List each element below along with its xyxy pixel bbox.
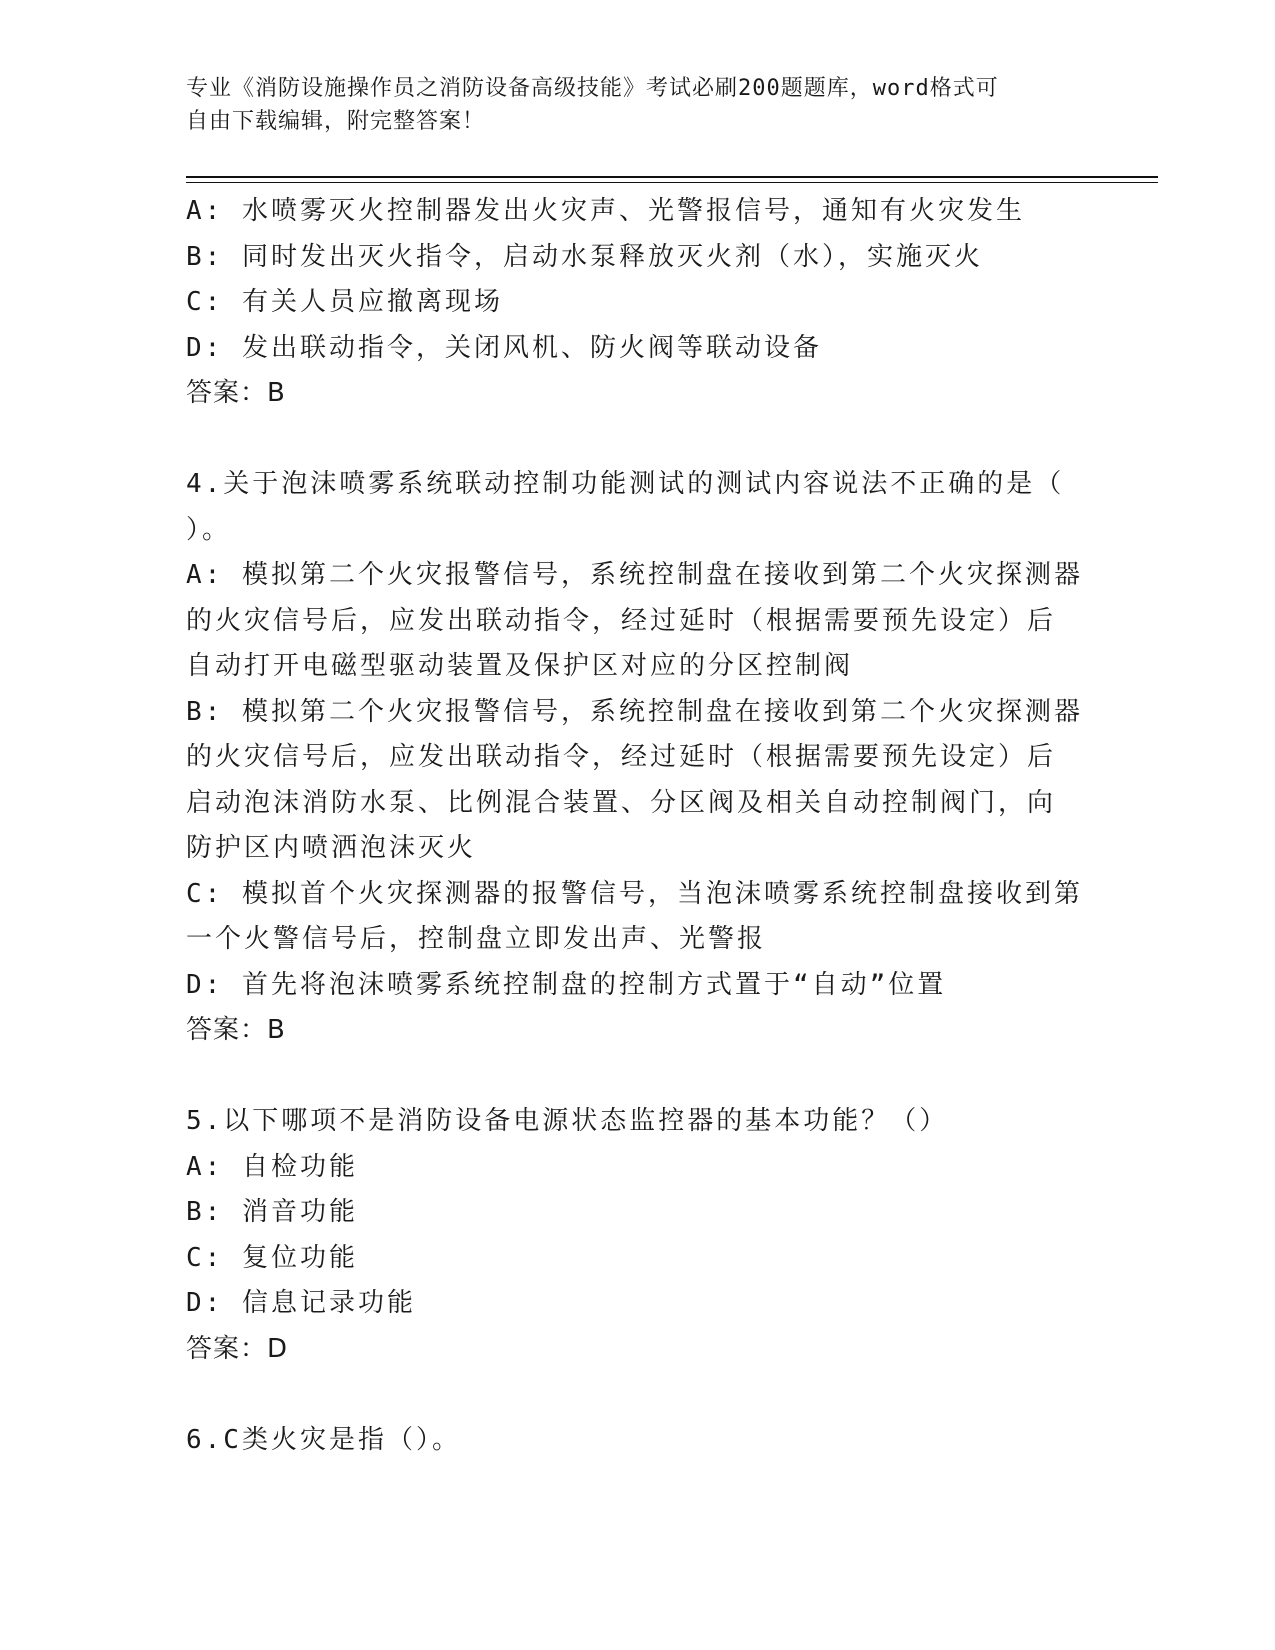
q4-option-b-line-2: 的火灾信号后，应发出联动指令，经过延时（根据需要预先设定）后	[186, 742, 1057, 772]
q4-option-c-line-1: C: 模拟首个火灾探测器的报警信号，当泡沫喷雾系统控制盘接收到第	[186, 878, 1083, 909]
question-5-block	[186, 1099, 1086, 1372]
q3-option-c: C: 有关人员应撤离现场	[186, 287, 503, 317]
header-divider-thick	[186, 176, 1158, 178]
q4-question-line-2: ）。	[186, 514, 232, 545]
q5-option-c: C: 复位功能	[186, 1242, 358, 1273]
q4-answer: 答案：B	[186, 1015, 286, 1045]
spacer	[186, 417, 1086, 463]
q4-option-a-line-2: 的火灾信号后，应发出联动指令，经过延时（根据需要预先设定）后	[186, 605, 1057, 636]
q4-option-a-line-3: 自动打开电磁型驱动装置及保护区对应的分区控制阀	[186, 651, 854, 681]
q4-option-b-line-3: 启动泡沫消防水泵、比例混合装置、分区阀及相关自动控制阀门，向	[186, 787, 1057, 818]
q3-option-b: B: 同时发出灭火指令，启动水泵释放灭火剂（水），实施灭火	[186, 241, 983, 272]
question-content	[186, 189, 1086, 1463]
q4-option-b-line-4: 防护区内喷洒泡沫灭火	[186, 833, 477, 863]
q4-option-d: D: 首先将泡沫喷雾系统控制盘的控制方式置于“自动”位置	[186, 969, 947, 1000]
question-4-block	[186, 462, 1086, 1054]
q3-option-a: A: 水喷雾灭火控制器发出火灾声、光警报信号，通知有火灾发生	[186, 196, 1025, 226]
header-line-2: 自由下载编辑，附完整答案！	[186, 109, 486, 134]
q4-option-c-line-2: 一个火警信号后，控制盘立即发出声、光警报	[186, 924, 767, 954]
spacer	[186, 1372, 1086, 1418]
q3-option-d: D: 发出联动指令，关闭风机、防火阀等联动设备	[186, 332, 822, 363]
document-header	[186, 72, 1086, 138]
q5-option-a: A: 自检功能	[186, 1151, 358, 1182]
q5-question: 5.以下哪项不是消防设备电源状态监控器的基本功能？（）	[186, 1106, 949, 1136]
q5-option-b: B: 消音功能	[186, 1197, 358, 1227]
header-divider-thin	[186, 182, 1158, 183]
question-6-block	[186, 1418, 1086, 1464]
spacer	[186, 1054, 1086, 1100]
q5-answer: 答案：D	[186, 1333, 289, 1364]
q6-question: 6.C类火灾是指（）。	[186, 1424, 461, 1455]
header-line-1: 专业《消防设施操作员之消防设备高级技能》考试必刷200题题库，word格式可	[186, 76, 999, 101]
question-3-block	[186, 189, 1086, 417]
q4-question-line-1: 4.关于泡沫喷雾系统联动控制功能测试的测试内容说法不正确的是（	[186, 469, 1065, 499]
q4-option-a-line-1: A: 模拟第二个火灾报警信号，系统控制盘在接收到第二个火灾探测器	[186, 560, 1083, 590]
q3-answer: 答案：B	[186, 378, 286, 408]
q5-option-d: D: 信息记录功能	[186, 1288, 416, 1318]
q4-option-b-line-1: B: 模拟第二个火灾报警信号，系统控制盘在接收到第二个火灾探测器	[186, 696, 1083, 727]
